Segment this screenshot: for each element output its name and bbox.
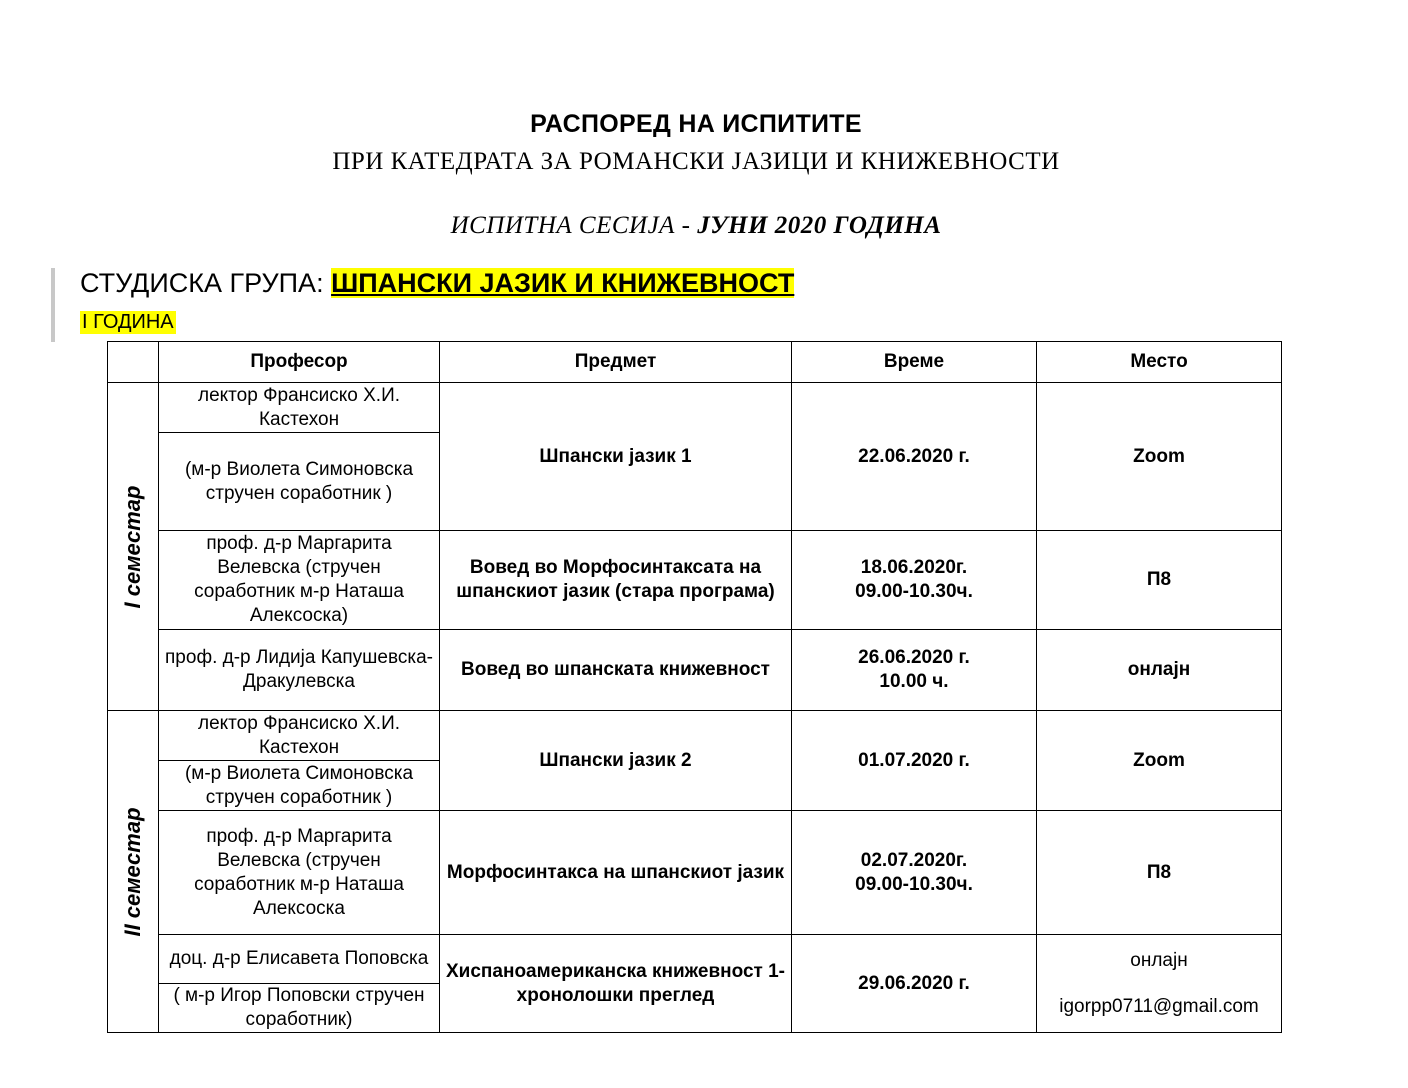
exam-date: 02.07.2020г.	[860, 849, 968, 871]
place-cell: онлајн	[1037, 630, 1282, 711]
place-cell	[1037, 935, 1282, 1033]
study-group-label: СТУДИСКА ГРУПА:	[80, 268, 332, 298]
document-subtitle: ПРИ КАТЕДРАТА ЗА РОМАНСКИ ЈАЗИЦИ И КНИЖЕВНОСТИ	[332, 148, 1060, 175]
professor-cell: проф. д-р Маргарита Велевска (стручен соработник м-р Наташа Алексоска)	[159, 531, 440, 630]
time-cell: 01.07.2020 г.	[792, 711, 1037, 811]
table-row	[108, 935, 1282, 984]
table-row	[108, 811, 1282, 935]
session-prefix: ИСПИТНА СЕСИЈА -	[450, 212, 698, 239]
document-title: РАСПОРЕД НА ИСПИТИТЕ	[530, 110, 862, 138]
exam-schedule-table	[107, 341, 1282, 1033]
header-subject: Предмет	[440, 342, 792, 383]
professor-cell: (м-р Виолета Симоновска стручен соработник )	[159, 433, 440, 531]
study-group-line	[80, 268, 794, 299]
contact-email[interactable]: igorpp0711@gmail.com	[1059, 995, 1259, 1017]
semester-2-label: II семестар	[120, 806, 145, 937]
table-row	[108, 531, 1282, 630]
exam-date: 26.06.2020 г.	[858, 647, 970, 668]
professor-cell: лектор Франсиско Х.И. Кастехон	[159, 383, 440, 433]
subject-cell: Вовед во Морфосинтаксата на шпанскиот јазик (стара програма)	[440, 531, 792, 630]
table-row	[108, 383, 1282, 433]
place-online: онлајн	[1130, 949, 1188, 971]
exam-hours: 09.00-10.30ч.	[855, 581, 973, 602]
exam-hours: 09.00-10.30ч.	[855, 873, 973, 895]
exam-date: 18.06.2020г.	[860, 557, 968, 578]
table-header-row	[108, 342, 1282, 383]
table-row	[108, 630, 1282, 711]
time-cell: 22.06.2020 г.	[792, 383, 1037, 531]
subject-cell: Шпански јазик 1	[440, 383, 792, 531]
subject-cell: Морфосинтакса на шпанскиот јазик	[440, 811, 792, 935]
semester-2-cell	[108, 711, 159, 1033]
subject-cell: Хиспаноамериканска книжевност 1-хронолошки преглед	[440, 935, 792, 1033]
professor-cell: проф. д-р Маргарита Велевска (стручен соработник м-р Наташа Алексоска	[159, 811, 440, 935]
time-cell	[792, 811, 1037, 935]
table-row	[108, 711, 1282, 761]
time-cell	[792, 531, 1037, 630]
professor-cell: доц. д-р Елисавета Поповска	[159, 935, 440, 984]
professor-cell: ( м-р Игор Поповски стручен соработник)	[159, 984, 440, 1033]
semester-1-cell	[108, 383, 159, 711]
header-professor: Професор	[159, 342, 440, 383]
margin-bar	[51, 268, 55, 342]
professor-cell: (м-р Виолета Симоновска стручен соработник )	[159, 761, 440, 811]
semester-1-label: I семестар	[120, 485, 145, 608]
place-cell: П8	[1037, 531, 1282, 630]
professor-cell: проф. д-р Лидија Капушевска-Дракулевска	[159, 630, 440, 711]
exam-hours: 10.00 ч.	[879, 671, 949, 692]
header-time: Време	[792, 342, 1037, 383]
place-cell: Zoom	[1037, 383, 1282, 531]
subject-cell: Вовед во шпанската книжевност	[440, 630, 792, 711]
professor-cell: лектор Франсиско Х.И. Кастехон	[159, 711, 440, 761]
study-group-name: ШПАНСКИ ЈАЗИК И КНИЖЕВНОСТ	[331, 268, 795, 298]
header-corner	[108, 342, 159, 383]
subject-cell: Шпански јазик 2	[440, 711, 792, 811]
place-cell: Zoom	[1037, 711, 1282, 811]
time-cell: 29.06.2020 г.	[792, 935, 1037, 1033]
session-title	[0, 212, 1392, 240]
time-cell	[792, 630, 1037, 711]
header-place: Место	[1037, 342, 1282, 383]
study-year: I ГОДИНА	[82, 311, 174, 333]
session-period: ЈУНИ 2020 ГОДИНА	[697, 212, 942, 239]
place-cell: П8	[1037, 811, 1282, 935]
